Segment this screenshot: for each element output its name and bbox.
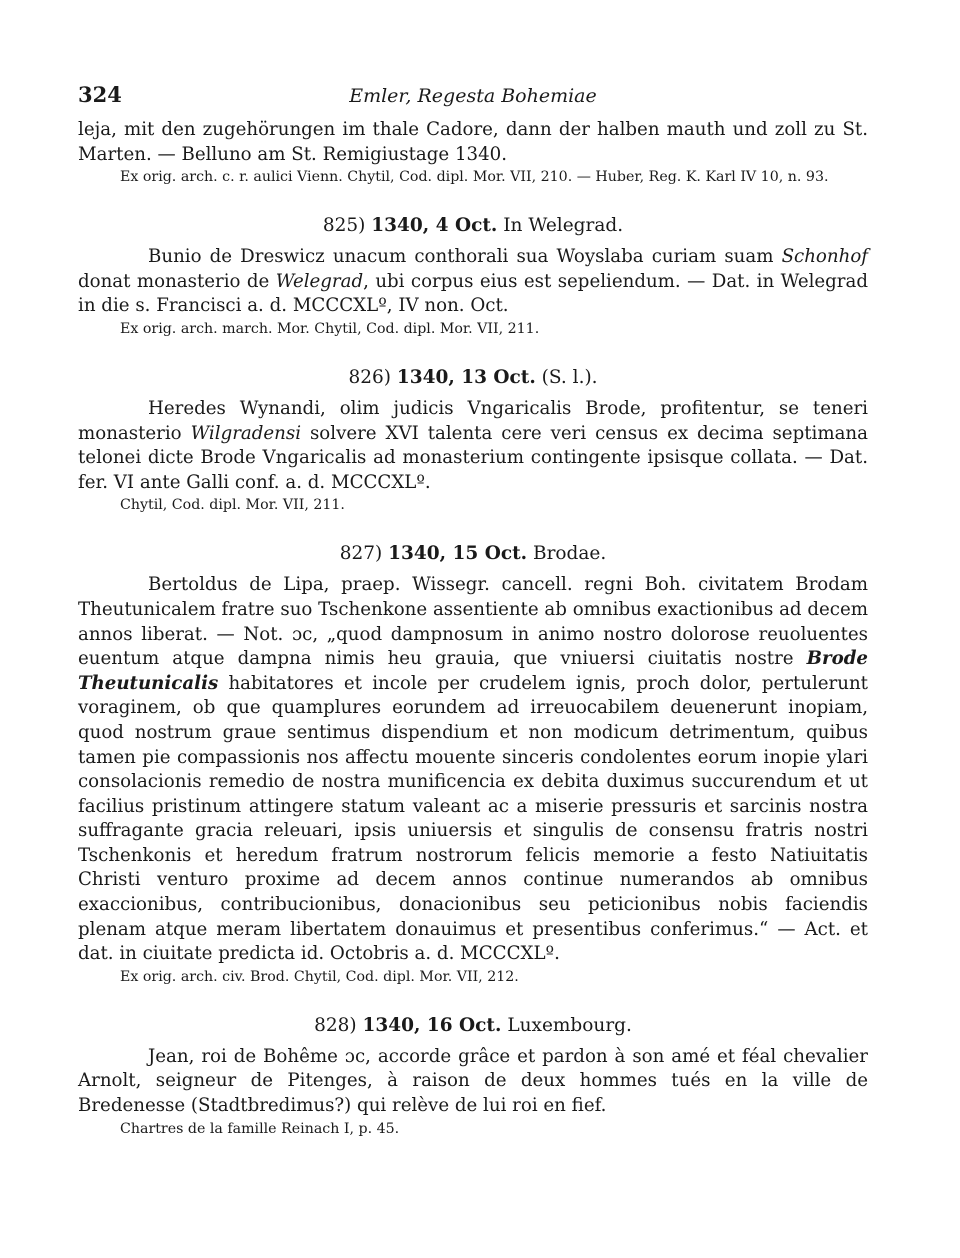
document-page xyxy=(78,82,868,1159)
entry-828 xyxy=(78,1007,868,1139)
entry-number: 825) xyxy=(322,215,366,237)
entry-heading xyxy=(78,207,868,245)
entry-date: 1340, 4 Oct. xyxy=(371,215,498,237)
running-title: Emler, Regesta Bohemiae xyxy=(349,85,597,107)
text-segment: Bertoldus de Lipa, praep. Wissegr. cancell. regni Boh. civitatem Brodam Theutunicalem fratre suo Tschenkone assentiente ab omnibus exactionibus ad decem annos liberat. — Not. ɔc, „quod dampnosum in animo nostro dolorose reuoluentes euentum atque dampna nimis heu grauia, que vniuersi ciuitatis nostre xyxy=(78,574,868,670)
place-name: Welegrad xyxy=(275,270,364,292)
continuation-source: Ex orig. arch. c. r. aulici Vienn. Chytil, Cod. dipl. Mor. VII, 210. — Huber, Reg. K. Karl IV 10, n. 93. xyxy=(120,169,829,186)
text-segment: Heredes Wynandi, olim judicis Vngaricalis Brode, profitentur, se teneri monasterio xyxy=(78,397,868,444)
entry-number: 826) xyxy=(348,366,391,388)
text-segment: Jean, roi de Bohême ɔc, accorde grâce et pardon à son amé et féal chevalier Arnolt, seigneur de Pitenges, à raison de deux hommes tués en la ville de Bredenesse (Stadtbredimus?) qui relève de lui roi en fief. xyxy=(78,1045,868,1117)
entry-number: 827) xyxy=(339,543,383,565)
entry-text xyxy=(78,1045,868,1119)
text-segment: habitatores et incole per crudelem ignis, proch dolor, pertulerunt voraginem, ob que quamplures eorundem ad irreuocabilem deuenerunt inopiam, quod nostrum graue sentimus dispendium et non modicum detrimentum, quibus tamen pie compassionis nos affectu mouente sinceris condolentes eorum inopie ylari consolacionis remedio de nostra munificencia ex debita duximus succurendum et ut facilius pristinum attingere statum valeant ac a miserie pressuris et sarcinis nostra suffragante gracia releuari, ipsis uniuersis et singulis de consensu fratris nostri Tschenkonis et heredum fratrum nostrorum felicis memorie a festo Natiuitatis Christi venturo proxime ad decem annos continue numerandos ab omnibus exaccionibus, contribucionibus, donacionibus seu peticionibus nobis faciendis plenam atque meram libertatem donauimus et presentibus conferimus.“ — Act. et dat. in ciuitate predicta id. Octobris a. d. MCCCXLº. xyxy=(78,672,868,965)
page-number: 324 xyxy=(78,82,122,107)
entry-text xyxy=(78,397,868,495)
entry-place: (S. l.). xyxy=(541,366,598,388)
text-segment: donat monasterio de xyxy=(78,270,276,292)
page-header xyxy=(78,82,868,118)
entry-number: 828) xyxy=(314,1014,357,1036)
entry-825 xyxy=(78,207,868,339)
entry-heading xyxy=(78,1007,868,1045)
entry-place: Luxembourg. xyxy=(507,1014,632,1036)
continuation-text: leja, mit den zugehörungen im thale Cadore, dann der halben mauth und zoll zu St. Marten. — Belluno am St. Remigiustage 1340. xyxy=(78,119,868,165)
entry-826 xyxy=(78,359,868,515)
text-segment: solvere XVI talenta cere veri census ex decima septimana telonei dicte Brode Vngaricalis ad monasterium contingente ipsisque collata. — Dat. fer. VI ante Galli conf. a. d. MCCCXLº. xyxy=(78,422,868,493)
entry-date: 1340, 13 Oct. xyxy=(396,366,536,388)
entry-text xyxy=(78,573,868,967)
entry-heading xyxy=(78,535,868,573)
place-name: Brode Theutunicalis xyxy=(78,648,868,694)
entry-date: 1340, 16 Oct. xyxy=(362,1014,502,1036)
entry-date: 1340, 15 Oct. xyxy=(388,543,528,565)
entry-source: Chartres de la famille Reinach I, p. 45. xyxy=(120,1120,400,1137)
place-name: Wilgradensi xyxy=(190,422,302,444)
entry-place: Brodae. xyxy=(532,543,607,565)
entry-source: Ex orig. arch. civ. Brod. Chytil, Cod. dipl. Mor. VII, 212. xyxy=(120,968,519,985)
text-segment: , ubi corpus eius est sepeliendum. — Dat. in Welegrad in die s. Francisci a. d. MCCCXLº, IV non. Oct. xyxy=(78,270,868,317)
entry-827 xyxy=(78,535,868,987)
entry-text xyxy=(78,245,868,319)
place-name: Schonhof xyxy=(781,246,868,268)
entry-source: Ex orig. arch. march. Mor. Chytil, Cod. dipl. Mor. VII, 211. xyxy=(120,320,540,337)
entry-place: In Welegrad. xyxy=(503,215,624,237)
entry-heading xyxy=(78,359,868,397)
entry-source: Chytil, Cod. dipl. Mor. VII, 211. xyxy=(120,497,345,514)
text-segment: Bunio de Dreswicz unacum conthorali sua Woyslaba curiam suam xyxy=(148,246,782,268)
